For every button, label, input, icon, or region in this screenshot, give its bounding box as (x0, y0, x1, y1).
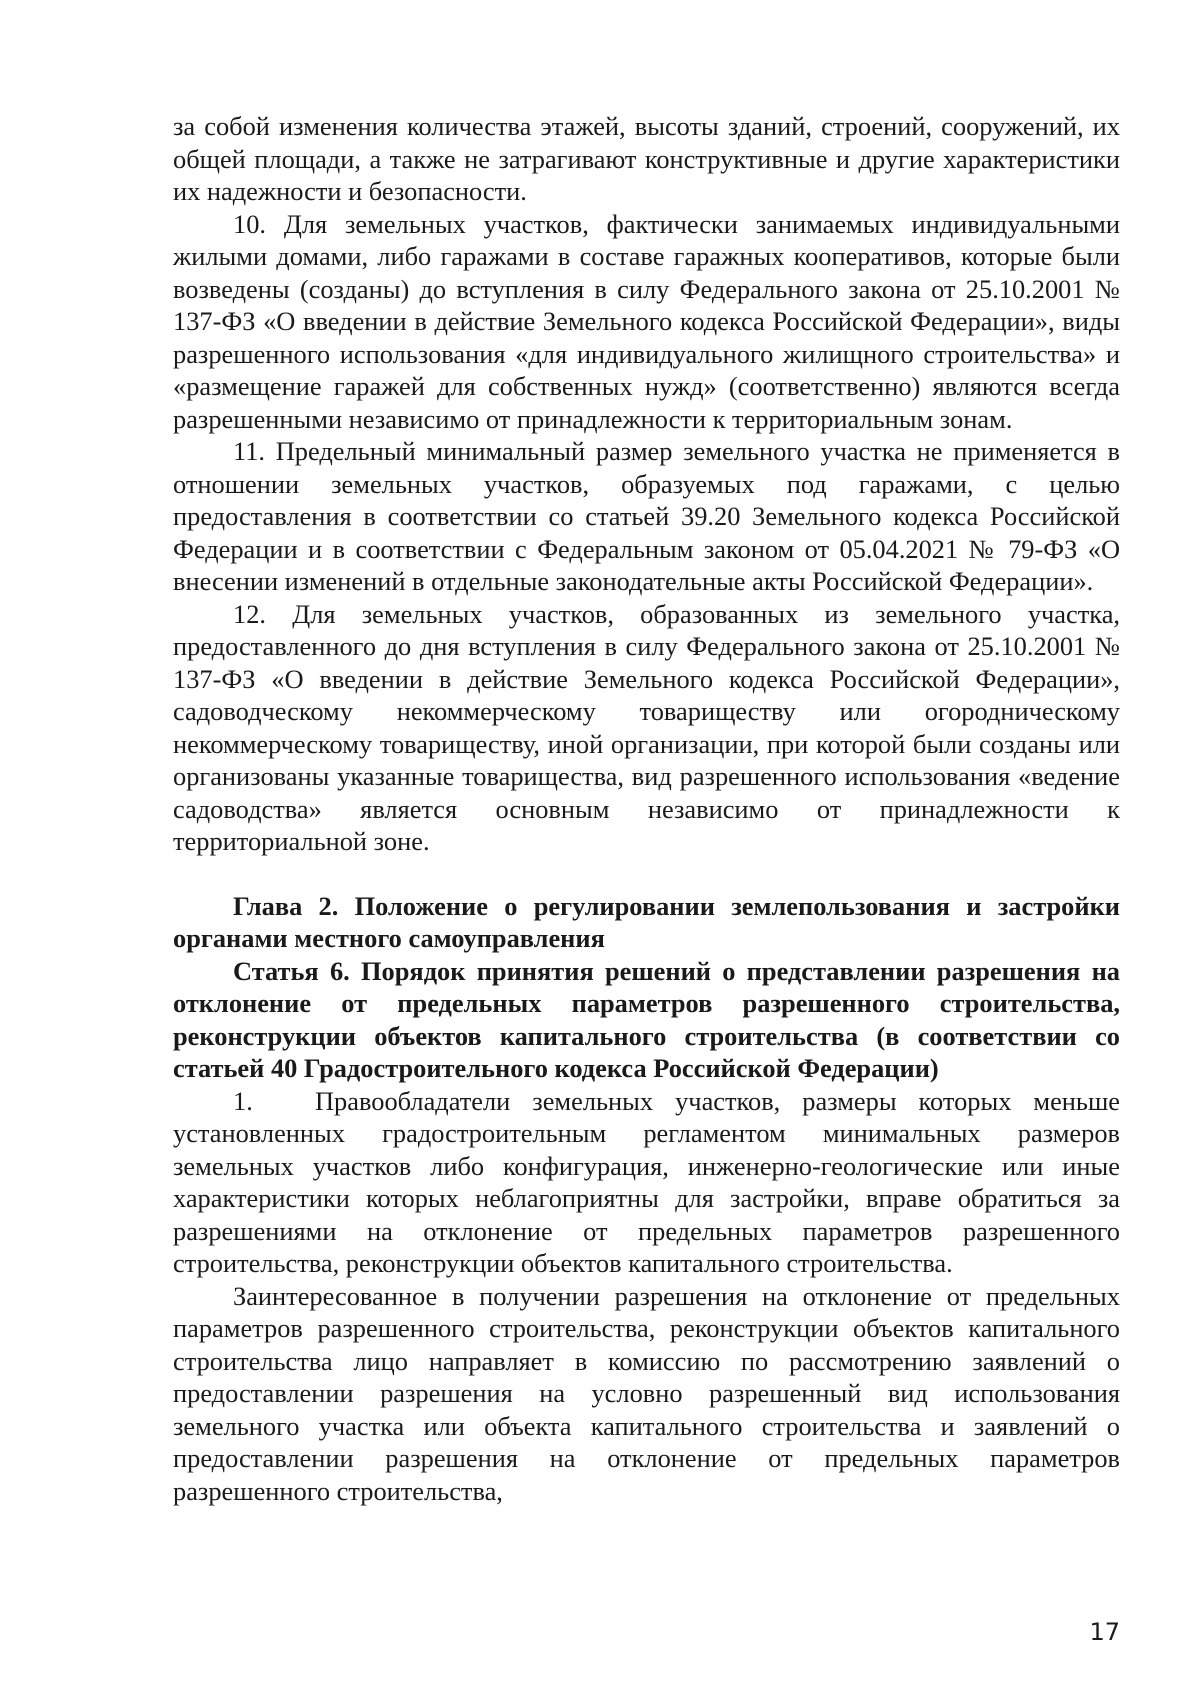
paragraph-12: 12. Для земельных участков, образованных из земельного участка, предоставленного до дня вступления в силу Федерального закона от 25.10.2001 № 137-ФЗ «О введении в действие Земельного кодекса Российской Федерации», садоводческому некоммерческому товариществу или огородническому некоммерческому товариществу, иной организации, при которой были созданы или организованы указанные товарищества, вид разрешенного использования «ведение садоводства» является основным независимо от принадлежности к территориальной зоне. (173, 598, 1120, 856)
article-item-1 (173, 1085, 1120, 1280)
paragraph-10: 10. Для земельных участков, фактически занимаемых индивидуальными жилыми домами, либо гаражами в составе гаражных кооперативов, которые были возведены (созданы) до вступления в силу Федерального закона от 25.10.2001 № 137-ФЗ «О введении в действие Земельного кодекса Российской Федерации», виды разрешенного использования «для индивидуального жилищного строительства» и «размещение гаражей для собственных нужд» (соответственно) являются всегда разрешенными независимо от принадлежности к территориальным зонам. (173, 208, 1120, 434)
article-heading: Статья 6. Порядок принятия решений о представлении разрешения на отклонение от предельных параметров разрешенного строительства, реконструкции объектов капитального строительства (в соответствии со статьей 40 Градостроительного кодекса Российской Федерации) (173, 955, 1120, 1083)
article-item-1-number: 1. (233, 1085, 253, 1116)
final-paragraph: Заинтересованное в получении разрешения на отклонение от предельных параметров разрешенного строительства, реконструкции объектов капитального строительства лицо направляет в комиссию по рассмотрению заявлений о предоставлении разрешения на условно разрешенный вид использования земельного участка или объекта капитального строительства и заявлений о предоставлении разрешения на отклонение от предельных параметров разрешенного строительства, (173, 1280, 1120, 1506)
page-number: 17 (1089, 1618, 1120, 1646)
page-body (173, 110, 1120, 1507)
paragraph-continued: за собой изменения количества этажей, высоты зданий, строений, сооружений, их общей площади, а также не затрагивают конструктивные и другие характеристики их надежности и безопасности. (173, 111, 1120, 206)
article-item-1-text: Правообладатели земельных участков, размеры которых меньше установленных градостроительным регламентом минимальных размеров земельных участков либо конфигурация, инженерно-геологические или иные характеристики которых неблагоприятны для застройки, вправе обратиться за разрешениями на отклонение от предельных параметров разрешенного строительства, реконструкции объектов капитального строительства. (173, 1085, 1120, 1278)
paragraph-11: 11. Предельный минимальный размер земельного участка не применяется в отношении земельных участков, образуемых под гаражами, с целью предоставления в соответствии со статьей 39.20 Земельного кодекса Российской Федерации и в соответствии с Федеральным законом от 05.04.2021 № 79-ФЗ «О внесении изменений в отдельные законодательные акты Российской Федерации». (173, 436, 1120, 596)
chapter-heading: Глава 2. Положение о регулировании землепользования и застройки органами местного самоуправления (173, 890, 1120, 953)
section-spacer (173, 858, 1120, 890)
